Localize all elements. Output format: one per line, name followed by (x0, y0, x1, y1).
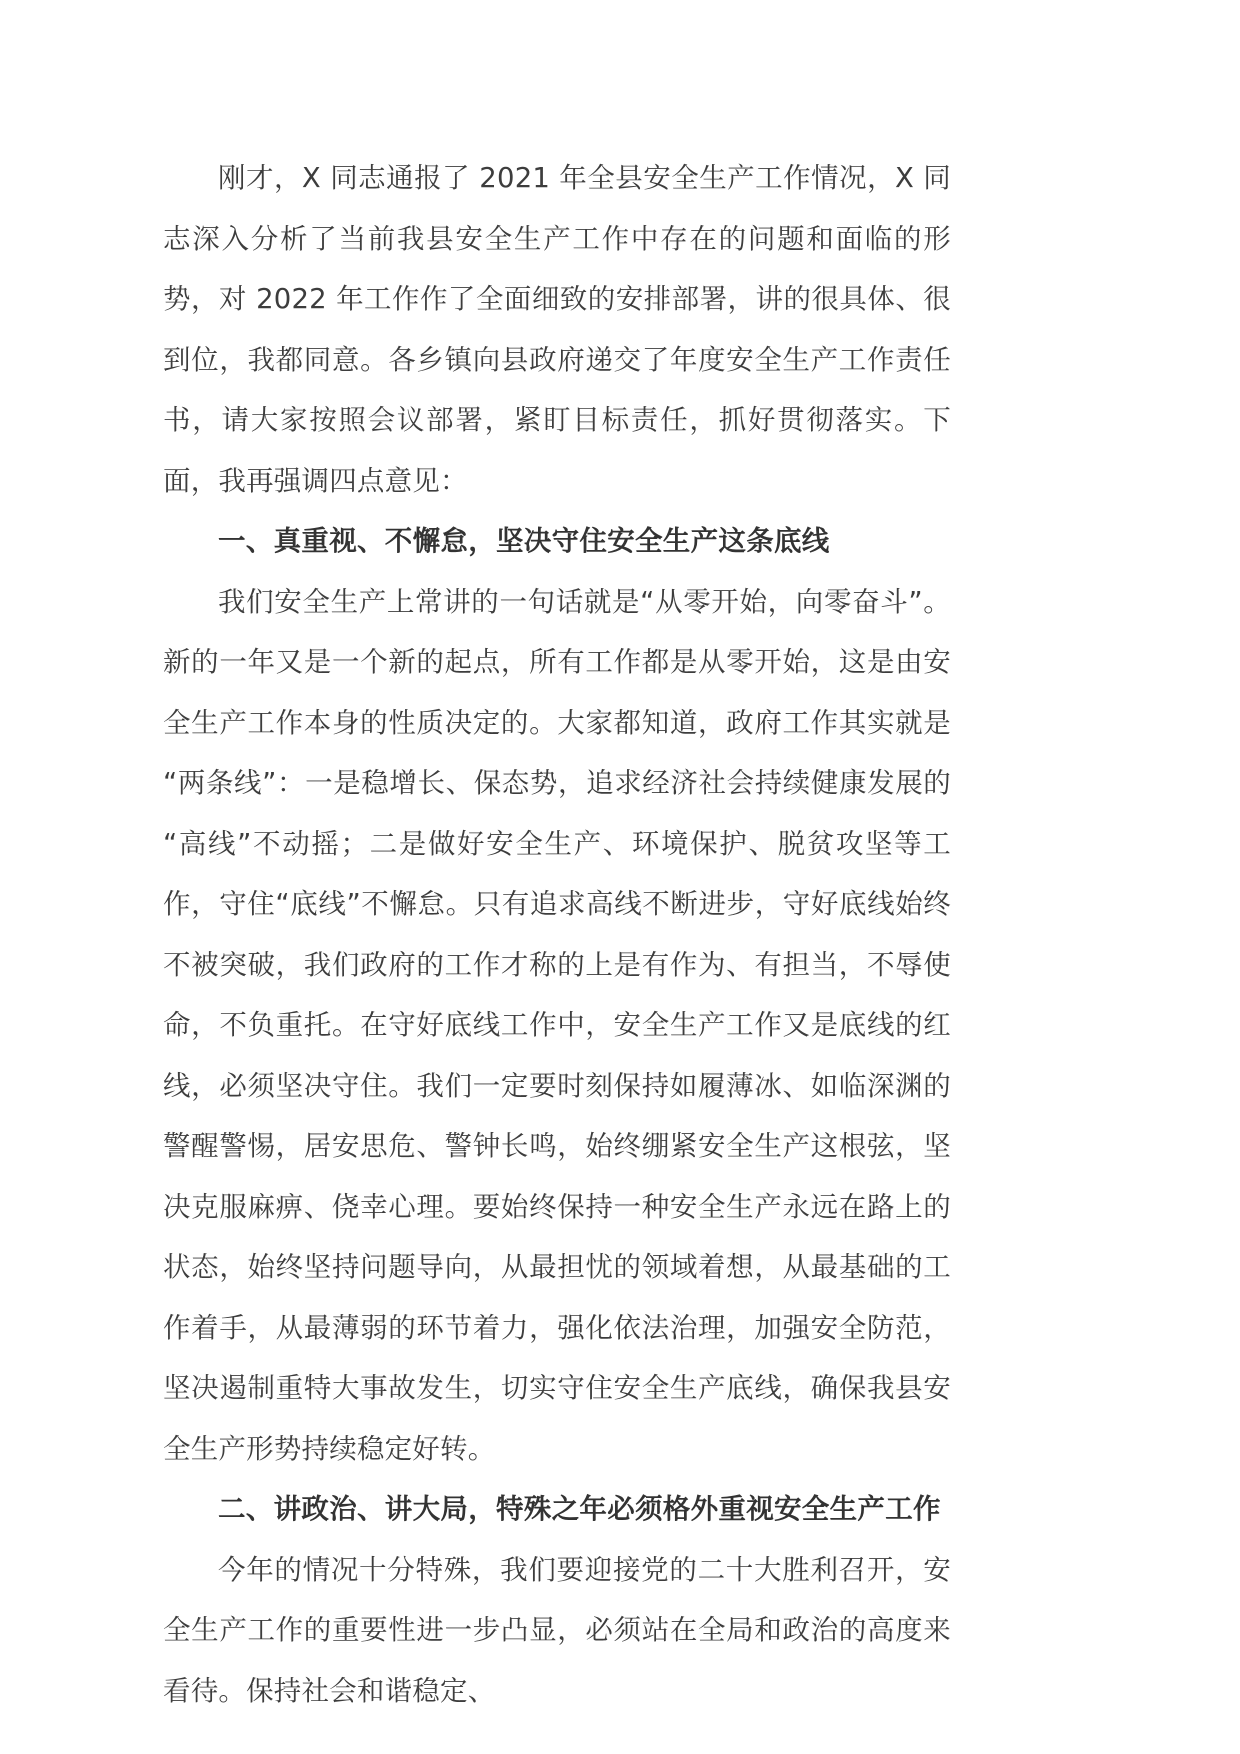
section-two-paragraph: 今年的情况十分特殊，我们要迎接党的二十大胜利召开，安全生产工作的重要性进一步凸显，必须站在全局和政治的高度来看待。保持社会和谐稳定、 (163, 1553, 951, 1707)
intro-paragraph: 刚才，X 同志通报了 2021 年全县安全生产工作情况，X 同志深入分析了当前我县安全生产工作中存在的问题和面临的形势，对 2022 年工作作了全面细致的安排部署，讲的很具体、很到位，我都同意。各乡镇向县政府递交了年度安全生产工作责任书，请大家按照会议部署，紧盯目标责任，抓好贯彻落实。下面，我再强调四点意见： (163, 162, 951, 497)
section-two-heading: 二、讲政治、讲大局，特殊之年必须格外重视安全生产工作 (218, 1493, 941, 1525)
section-one-paragraph: 我们安全生产上常讲的一句话就是“从零开始，向零奋斗”。新的一年又是一个新的起点，所有工作都是从零开始，这是由安全生产工作本身的性质决定的。大家都知道，政府工作其实就是“两条线”：一是稳增长、保态势，追求经济社会持续健康发展的“高线”不动摇；二是做好安全生产、环境保护、脱贫攻坚等工作，守住“底线”不懈怠。只有追求高线不断进步，守好底线始终不被突破，我们政府的工作才称的上是有作为、有担当，不辱使命，不负重托。在守好底线工作中，安全生产工作又是底线的红线，必须坚决守住。我们一定要时刻保持如履薄冰、如临深渊的警醒警惕，居安思危、警钟长鸣，始终绷紧安全生产这根弦，坚决克服麻痹、侥幸心理。要始终保持一种安全生产永远在路上的状态，始终坚持问题导向，从最担忧的领域着想，从最基础的工作着手，从最薄弱的环节着力，强化依法治理，加强安全防范，坚决遏制重特大事故发生，切实守住安全生产底线，确保我县安全生产形势持续稳定好转。 (163, 585, 951, 1465)
section-one-heading: 一、真重视、不懈怠，坚决守住安全生产这条底线 (218, 525, 830, 557)
document-body (163, 148, 951, 1721)
